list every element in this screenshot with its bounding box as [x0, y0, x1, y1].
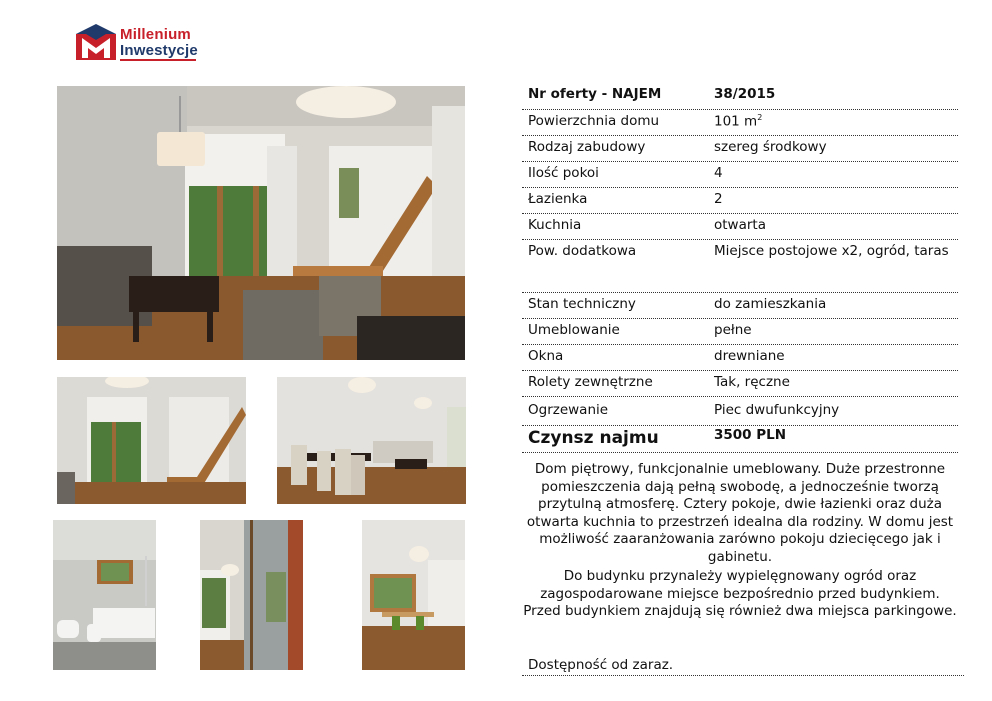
spec-label: Umeblowanie	[528, 322, 620, 338]
spec-label: Ilość pokoi	[528, 165, 599, 181]
rent-label: Czynsz najmu	[528, 428, 659, 448]
photo-bathroom	[53, 520, 156, 670]
spec-value: 4	[714, 165, 723, 181]
offer-number-label: Nr oferty - NAJEM	[528, 86, 662, 102]
photo-room	[362, 520, 465, 670]
rent-value: 3500 PLN	[714, 427, 787, 443]
spec-label: Rodzaj zabudowy	[528, 139, 646, 155]
spec-row-extra-area	[522, 240, 958, 293]
offer-spec-table	[522, 84, 958, 453]
logo-word-millenium: Millenium	[120, 26, 191, 43]
spec-row-building-type	[522, 136, 958, 162]
photo-wardrobe	[200, 520, 303, 670]
offer-number-row	[522, 84, 958, 110]
spec-value: drewniane	[714, 348, 785, 364]
offer-number-value: 38/2015	[714, 86, 776, 102]
rent-row	[522, 426, 958, 453]
superscript: 2	[757, 113, 763, 122]
spec-row-condition	[522, 293, 958, 319]
company-logo	[76, 24, 200, 62]
spec-label: Okna	[528, 348, 564, 364]
logo-underline	[120, 59, 196, 61]
spec-row-kitchen	[522, 214, 958, 240]
spec-row-blinds	[522, 371, 958, 397]
spec-row-heating	[522, 397, 958, 426]
spec-value: Miejsce postojowe x2, ogród, taras	[714, 243, 949, 259]
spec-label: Łazienka	[528, 191, 588, 207]
spec-value: Piec dwufunkcyjny	[714, 402, 840, 418]
spec-label: Powierzchnia domu	[528, 113, 660, 129]
spec-row-rooms	[522, 162, 958, 188]
offer-description	[522, 461, 958, 623]
spec-row-furnishing	[522, 319, 958, 345]
photo-living-room	[57, 86, 465, 360]
photo-dining-room	[277, 377, 466, 504]
spec-row-windows	[522, 345, 958, 371]
spec-label: Stan techniczny	[528, 296, 636, 312]
spec-value: 101 $m^2$	[714, 113, 763, 130]
spec-row-area	[522, 110, 958, 136]
spec-label: Pow. dodatkowa	[528, 243, 637, 259]
spec-row-bathroom	[522, 188, 958, 214]
spec-value: 2	[714, 191, 723, 207]
spec-value: do zamieszkania	[714, 296, 827, 312]
spec-label: Rolety zewnętrzne	[528, 374, 653, 390]
logo-mark-icon	[76, 24, 116, 60]
description-paragraph-2: Do budynku przynależy wypielęgnowany ogród oraz zagospodarowane miejsce bezpośrednio przed budynkiem. Przed budynkiem znajdują się również dwa miejsca parkingowe.	[523, 568, 957, 619]
logo-word-inwestycje: Inwestycje	[120, 42, 198, 59]
description-paragraph-1: Dom piętrowy, funkcjonalnie umeblowany. Duże przestronne pomieszczenia dają pełną swobodę, a jednocześnie tworzą przytulną atmosferę. Cztery pokoje, dwie łazienki oraz duża otwarta kuchnia to przestrzeń idealna dla rodziny. W domu jest możliwość zaaranżowania zarówno pokoju dziecięcego jak i gabinetu.	[526, 461, 954, 565]
spec-label: Kuchnia	[528, 217, 582, 233]
photo-stairs	[57, 377, 246, 504]
spec-value: Tak, ręczne	[714, 374, 790, 390]
spec-label: Ogrzewanie	[528, 402, 609, 418]
spec-value: otwarta	[714, 217, 766, 233]
spec-value: pełne	[714, 322, 752, 338]
availability-note: Dostępność od zaraz.	[522, 657, 964, 676]
spec-value: szereg środkowy	[714, 139, 827, 155]
